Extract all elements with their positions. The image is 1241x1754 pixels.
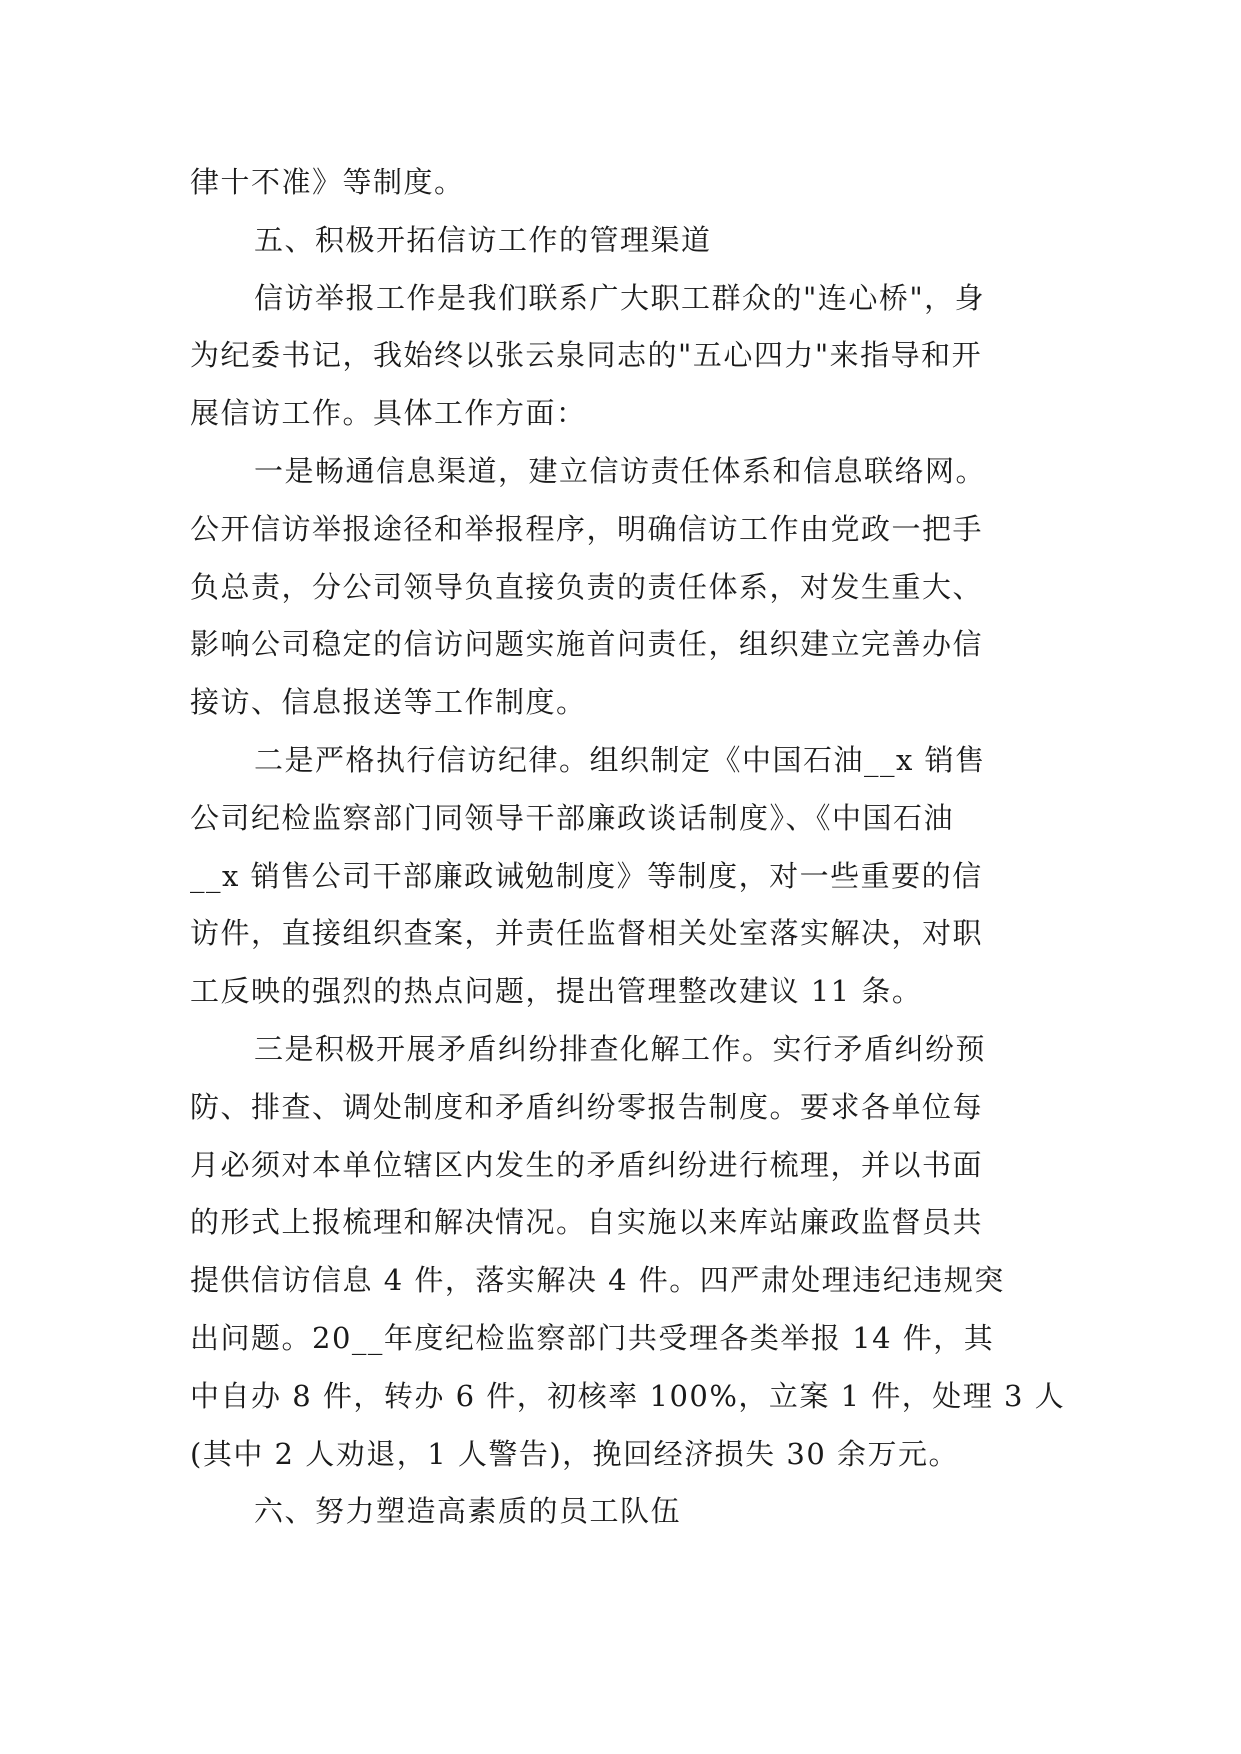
text-line: 工反映的强烈的热点问题，提出管理整改建议 11 条。: [190, 974, 923, 1009]
text-line: 公开信访举报途径和举报程序，明确信访工作由党政一把手: [190, 511, 984, 546]
paragraph-start-line: 五、积极开拓信访工作的管理渠道: [254, 222, 712, 257]
text-line: 中自办 8 件，转办 6 件，初核率 100%，立案 1 件，处理 3 人: [190, 1378, 1066, 1413]
paragraph-start-line: 二是严格执行信访纪律。组织制定《中国石油__x 销售: [254, 742, 986, 777]
text-line: 展信访工作。具体工作方面：: [190, 396, 587, 431]
text-line: 影响公司稳定的信访问题实施首问责任，组织建立完善办信: [190, 627, 984, 662]
text-line: 出问题。20__年度纪检监察部门共受理各类举报 14 件，其: [190, 1320, 995, 1355]
text-line: 的形式上报梳理和解决情况。自实施以来库站廉政监督员共: [190, 1205, 984, 1240]
paragraph-start-line: 一是畅通信息渠道，建立信访责任体系和信息联络网。: [254, 453, 987, 488]
text-line: 防、排查、调处制度和矛盾纠纷零报告制度。要求各单位每: [190, 1089, 984, 1124]
document-body: [190, 154, 1070, 1541]
text-line: 律十不准》等制度。: [190, 165, 465, 199]
text-line: 负总责，分公司领导负直接负责的责任体系，对发生重大、: [190, 569, 984, 604]
text-line: 提供信访信息 4 件，落实解决 4 件。四严肃处理违纪违规突: [190, 1263, 1005, 1298]
text-line: 接访、信息报送等工作制度。: [190, 685, 587, 720]
paragraph-start-line: 三是积极开展矛盾纠纷排查化解工作。实行矛盾纠纷预: [254, 1031, 987, 1066]
text-line: __x 销售公司干部廉政诫勉制度》等制度，对一些重要的信: [190, 858, 983, 893]
paragraph-start-line: 信访举报工作是我们联系广大职工群众的"连心桥"，身: [254, 280, 986, 315]
text-line: 为纪委书记，我始终以张云泉同志的"五心四力"来指导和开: [190, 338, 983, 373]
text-line: (其中 2 人劝退，1 人警告)，挽回经济损失 30 余万元。: [190, 1436, 960, 1471]
text-line: 访件，直接组织查案，并责任监督相关处室落实解决，对职: [190, 916, 984, 951]
paragraph-start-line: 六、努力塑造高素质的员工队伍: [254, 1494, 682, 1529]
text-line: 月必须对本单位辖区内发生的矛盾纠纷进行梳理，并以书面: [190, 1147, 984, 1182]
text-line: 公司纪检监察部门同领导干部廉政谈话制度》、《中国石油: [190, 800, 955, 835]
